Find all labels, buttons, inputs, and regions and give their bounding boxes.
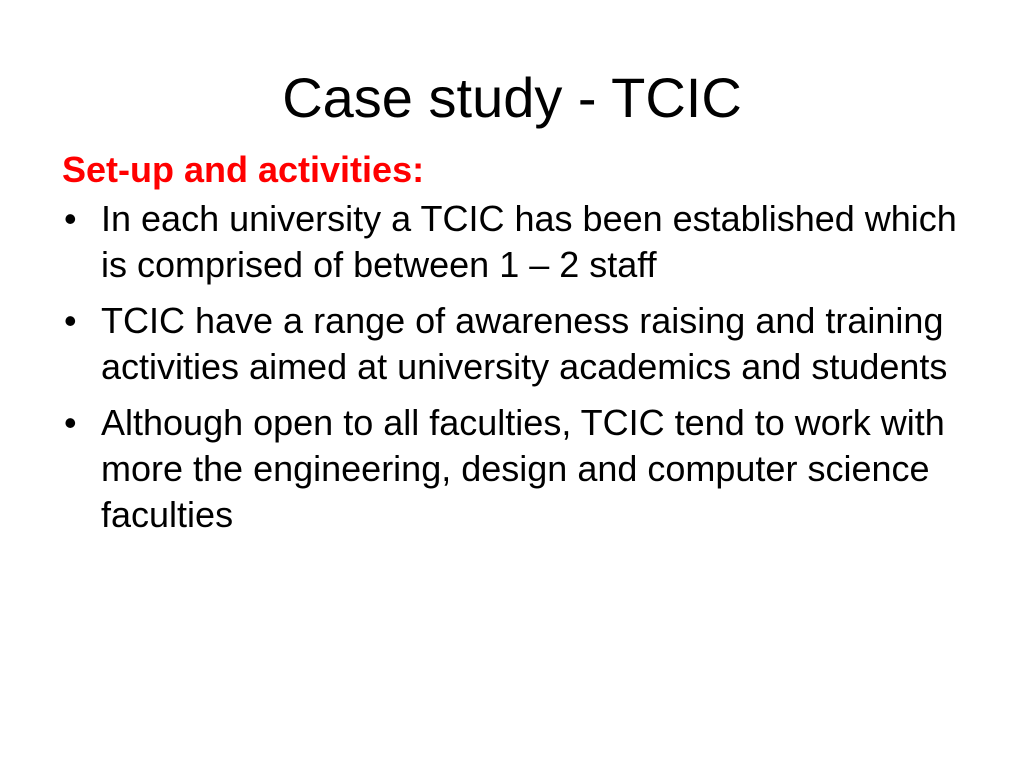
- bullet-item: [62, 298, 962, 390]
- slide-content: [62, 146, 962, 548]
- bullet-item: [62, 400, 962, 538]
- bullet-text: TCIC have a range of awareness raising and training activities aimed at university academics and students: [101, 300, 948, 387]
- section-subheading: Set-up and activities:: [62, 149, 425, 190]
- bullet-text: Although open to all faculties, TCIC tend to work with more the engineering, design and computer science faculties: [101, 402, 945, 535]
- bullet-text: In each university a TCIC has been established which is comprised of between 1 – 2 staff: [101, 198, 957, 285]
- bullet-icon: •: [64, 300, 77, 341]
- bullet-icon: •: [64, 198, 77, 239]
- bullet-list: [62, 196, 962, 538]
- bullet-item: [62, 196, 962, 288]
- slide-title: Case study - TCIC: [282, 66, 742, 129]
- bullet-icon: •: [64, 402, 77, 443]
